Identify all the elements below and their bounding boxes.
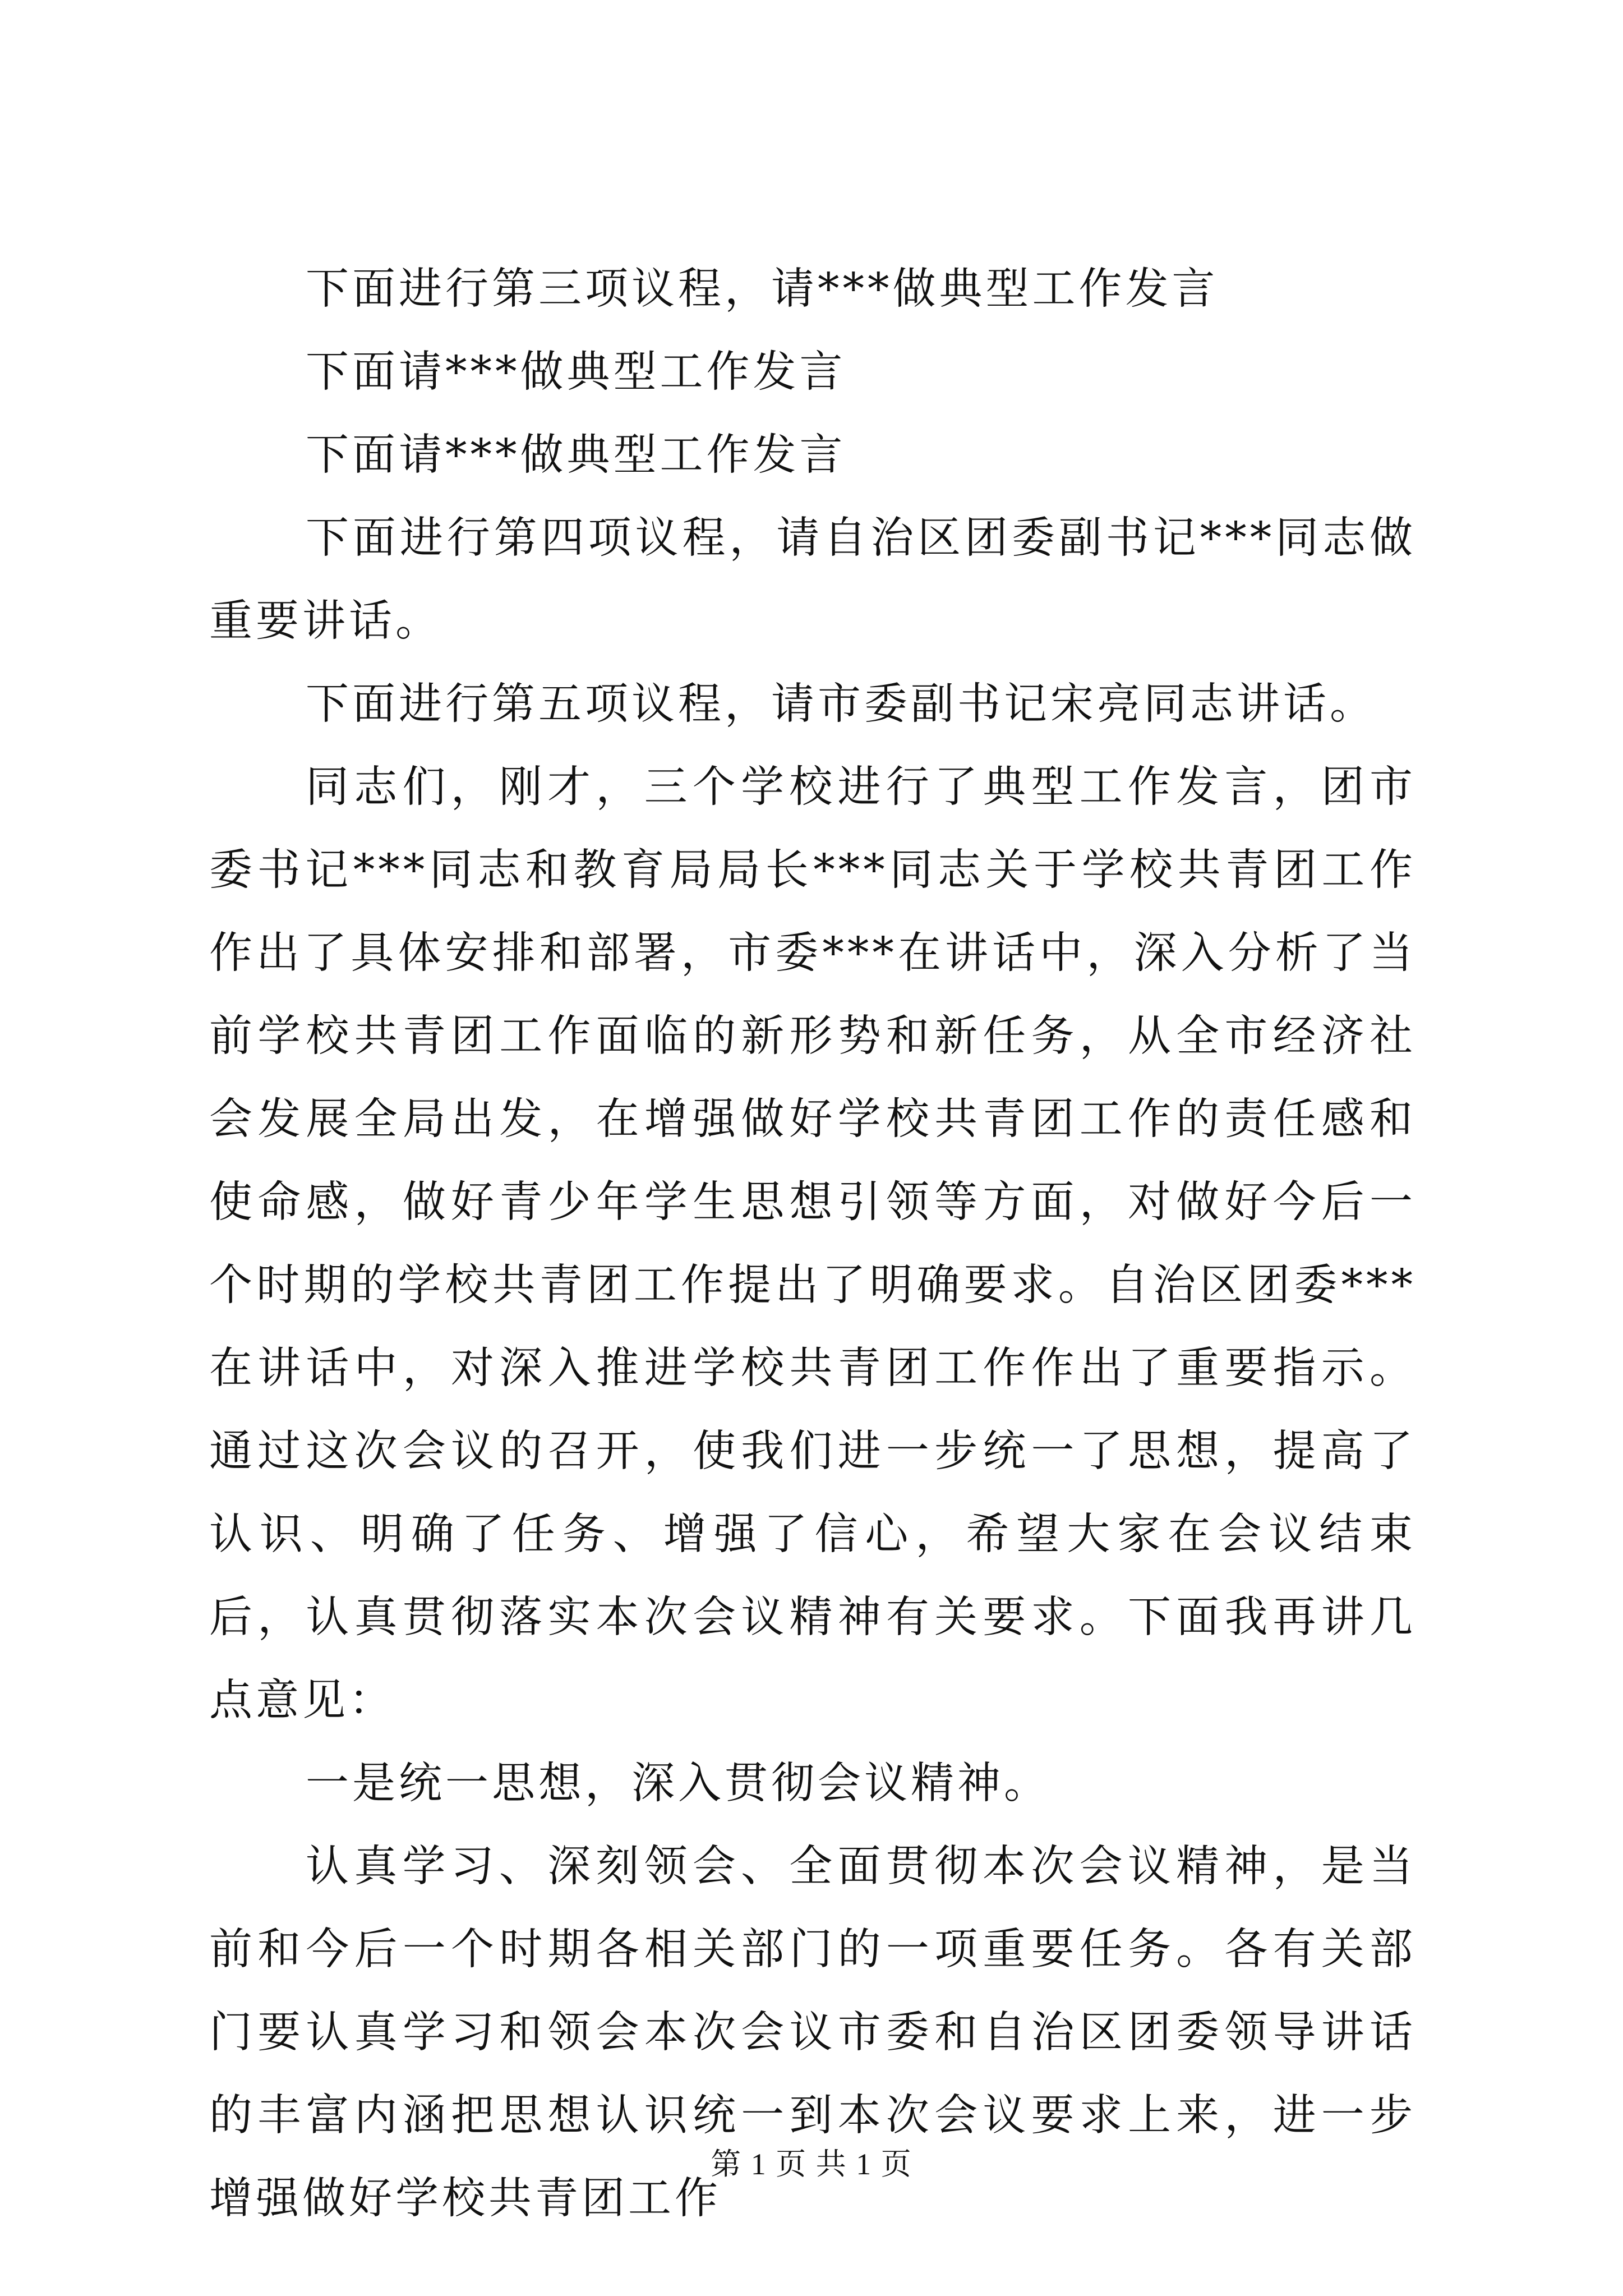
paragraph-agenda-item-5: 下面进行第五项议程，请市委副书记宋亮同志讲话。 (306, 679, 1376, 729)
page-footer: 第 1 页 共 1 页 (711, 2147, 912, 2181)
paragraph-summary: 同志们，刚才，三个学校进行了典型工作发言，团市委书记***同志和教育局局长***同志关于学校共青团工作作出了具体安排和部署，市委***在讲话中，深入分析了当前学校共青团工作面临的新形势和新任务，从全市经济社会发展全局出发，在增强做好学校共青团工作的责任感和使命感，做好青少年学生思想引领等方面，对做好今后一个时期的学校共青团工作提出了明确要求。自治区团委***在讲话中，对深入推进学校共青团工作作出了重要指示。通过这次会议的召开，使我们进一步统一了思想，提高了认识、明确了任务、增强了信心，希望大家在会议结束后，认真贯彻落实本次会议精神有关要求。下面我再讲几点意见： (209, 762, 1416, 1726)
paragraph-agenda-item-4: 下面进行第四项议程，请自治区团委副书记***同志做重要讲话。 (209, 513, 1416, 646)
paragraph-speaker-2: 下面请***做典型工作发言 (306, 347, 846, 397)
paragraph-point-1-heading: 一是统一思想，深入贯彻会议精神。 (306, 1759, 1050, 1809)
paragraph-agenda-item-3: 下面进行第三项议程，请***做典型工作发言 (306, 264, 1219, 314)
document-body (209, 248, 1416, 2240)
paragraph-point-1-body: 认真学习、深刻领会、全面贯彻本次会议精神，是当前和今后一个时期各相关部门的一项重要任务。各有关部门要认真学习和领会本次会议市委和自治区团委领导讲话的丰富内涵把思想认识统一到本次会议要求上来，进一步增强做好学校共青团工作 (209, 1842, 1416, 2224)
paragraph-speaker-3: 下面请***做典型工作发言 (306, 430, 846, 480)
